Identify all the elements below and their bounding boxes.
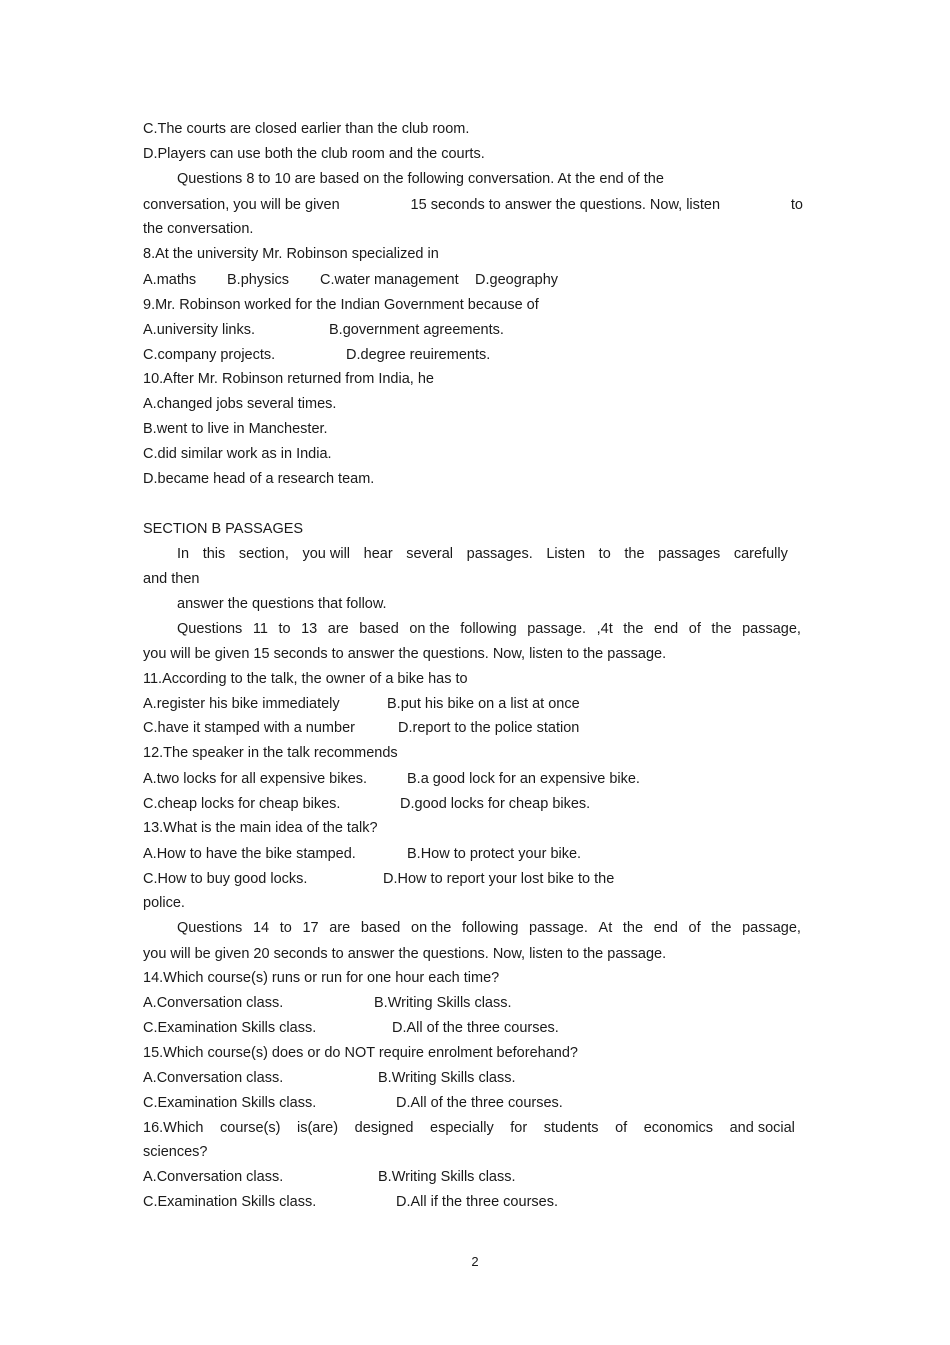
q13-option-b: B.How to protect your bike. (407, 846, 582, 862)
word: section, (238, 546, 289, 562)
word: Questions (177, 920, 243, 936)
word: the (711, 920, 732, 936)
word: following (461, 920, 519, 936)
q14-option-c: C.Examination Skills class. (143, 1020, 317, 1036)
q9-option-d: D.degree reuirements. (346, 347, 491, 363)
word: to (790, 197, 803, 213)
q12-stem: 12.The speaker in the talk recommends (143, 745, 398, 761)
section-b-intro-line3: answer the questions that follow. (177, 596, 387, 612)
word: At (598, 920, 613, 936)
q10-option-a: A.changed jobs several times. (143, 396, 337, 412)
word: Listen (546, 546, 586, 562)
intro-11-13-line2: you will be given 15 seconds to answer the questions. Now, listen to the passage. (143, 646, 667, 662)
q14-option-a: A.Conversation class. (143, 995, 284, 1011)
intro-11-13-line1 (177, 620, 801, 638)
word: the (711, 621, 732, 637)
q10-stem: 10.After Mr. Robinson returned from India, he (143, 371, 434, 387)
q11-stem: 11.According to the talk, the owner of a bike has to (143, 671, 468, 687)
q7-option-c: C.The courts are closed earlier than the club room. (143, 121, 470, 137)
q16-option-b: B.Writing Skills class. (378, 1169, 516, 1185)
word: of (615, 1120, 628, 1136)
word: 16.Which (143, 1120, 204, 1136)
word: end (654, 621, 679, 637)
word: to (278, 621, 291, 637)
q9-option-b: B.government agreements. (329, 322, 504, 338)
word: following (460, 621, 517, 637)
q11-option-d: D.report to the police station (398, 720, 580, 736)
q16-stem-line2: sciences? (143, 1144, 208, 1160)
word: students (543, 1120, 599, 1136)
q10-option-c: C.did similar work as in India. (143, 446, 332, 462)
word: 17 (302, 920, 319, 936)
word: 15 seconds to answer the questions. Now, listen (410, 197, 721, 213)
word: Questions (177, 621, 243, 637)
word: to (279, 920, 292, 936)
q8-option-c: C.water management (320, 272, 459, 288)
section-b-heading: SECTION B PASSAGES (143, 521, 304, 537)
q13-option-d: D.How to report your lost bike to the (383, 871, 615, 887)
word: especially (430, 1120, 494, 1136)
q8-option-a: A.maths (143, 272, 197, 288)
word: economics (643, 1120, 714, 1136)
q14-stem: 14.Which course(s) runs or run for one hour each time? (143, 970, 500, 986)
intro-14-17-line2: you will be given 20 seconds to answer the questions. Now, listen to the passage. (143, 946, 667, 962)
q8-option-b: B.physics (227, 272, 290, 288)
q10-option-d: D.became head of a research team. (143, 471, 375, 487)
section-b-intro-line2: and then (143, 571, 200, 587)
q15-option-a: A.Conversation class. (143, 1070, 284, 1086)
q13-option-d-continuation: police. (143, 895, 185, 911)
word: conversation, you will be given (143, 197, 340, 213)
word: course(s) (220, 1120, 281, 1136)
word: for (510, 1120, 528, 1136)
word: based (360, 920, 401, 936)
q15-stem: 15.Which course(s) does or do NOT require enrolment beforehand? (143, 1045, 578, 1061)
q13-option-c: C.How to buy good locks. (143, 871, 308, 887)
q13-stem: 13.What is the main idea of the talk? (143, 820, 378, 836)
word: end (653, 920, 678, 936)
q11-option-b: B.put his bike on a list at once (387, 696, 580, 712)
word: are (329, 920, 351, 936)
word: this (202, 546, 226, 562)
q12-option-c: C.cheap locks for cheap bikes. (143, 796, 341, 812)
q12-option-a: A.two locks for all expensive bikes. (143, 771, 368, 787)
q16-option-c: C.Examination Skills class. (143, 1194, 317, 1210)
word: you will (302, 546, 351, 562)
page-number: 2 (471, 1254, 479, 1269)
intro-8-10-line1: Questions 8 to 10 are based on the following conversation. At the end of the (177, 171, 664, 187)
word: passage. (527, 621, 587, 637)
q12-option-b: B.a good lock for an expensive bike. (407, 771, 640, 787)
word: based (359, 621, 399, 637)
q14-option-d: D.All of the three courses. (392, 1020, 559, 1036)
word: 13 (301, 621, 318, 637)
q15-option-c: C.Examination Skills class. (143, 1095, 317, 1111)
q16-option-a: A.Conversation class. (143, 1169, 284, 1185)
word: on the (411, 920, 452, 936)
q8-option-d: D.geography (475, 272, 559, 288)
word: designed (354, 1120, 414, 1136)
word: passage, (742, 621, 801, 637)
q12-option-d: D.good locks for cheap bikes. (400, 796, 591, 812)
word: 14 (252, 920, 270, 936)
q16-option-d: D.All if the three courses. (396, 1194, 558, 1210)
intro-8-10-line3: the conversation. (143, 221, 254, 237)
intro-8-10-line2 (143, 196, 803, 214)
q7-option-d: D.Players can use both the club room and the courts. (143, 146, 485, 162)
q14-option-b: B.Writing Skills class. (374, 995, 512, 1011)
q16-stem-line1 (143, 1119, 795, 1137)
word: passages (658, 546, 721, 562)
word: of (688, 621, 701, 637)
word: 11 (252, 621, 268, 637)
q11-option-c: C.have it stamped with a number (143, 720, 355, 736)
word: to (598, 546, 611, 562)
word: and social (729, 1120, 795, 1136)
word: the (622, 920, 644, 936)
word: on the (409, 621, 450, 637)
q13-option-a: A.How to have the bike stamped. (143, 846, 356, 862)
word: passage. (529, 920, 588, 936)
word: passage, (742, 920, 801, 936)
word: several (406, 546, 454, 562)
word: the (623, 621, 644, 637)
q9-option-c: C.company projects. (143, 347, 276, 363)
section-b-intro-line1 (177, 545, 788, 563)
word: passages. (466, 546, 533, 562)
word: carefully (733, 546, 788, 562)
word: the (624, 546, 645, 562)
q10-option-b: B.went to live in Manchester. (143, 421, 328, 437)
q15-option-b: B.Writing Skills class. (378, 1070, 516, 1086)
q15-option-d: D.All of the three courses. (396, 1095, 563, 1111)
q11-option-a: A.register his bike immediately (143, 696, 340, 712)
word: In (177, 546, 190, 562)
word: of (688, 920, 701, 936)
q9-stem: 9.Mr. Robinson worked for the Indian Government because of (143, 297, 539, 313)
intro-14-17-line1 (177, 919, 801, 937)
word: ,4t (596, 621, 613, 637)
word: hear (363, 546, 393, 562)
q9-option-a: A.university links. (143, 322, 256, 338)
word: is(are) (296, 1120, 339, 1136)
q8-stem: 8.At the university Mr. Robinson specialized in (143, 246, 439, 262)
word: are (327, 621, 349, 637)
